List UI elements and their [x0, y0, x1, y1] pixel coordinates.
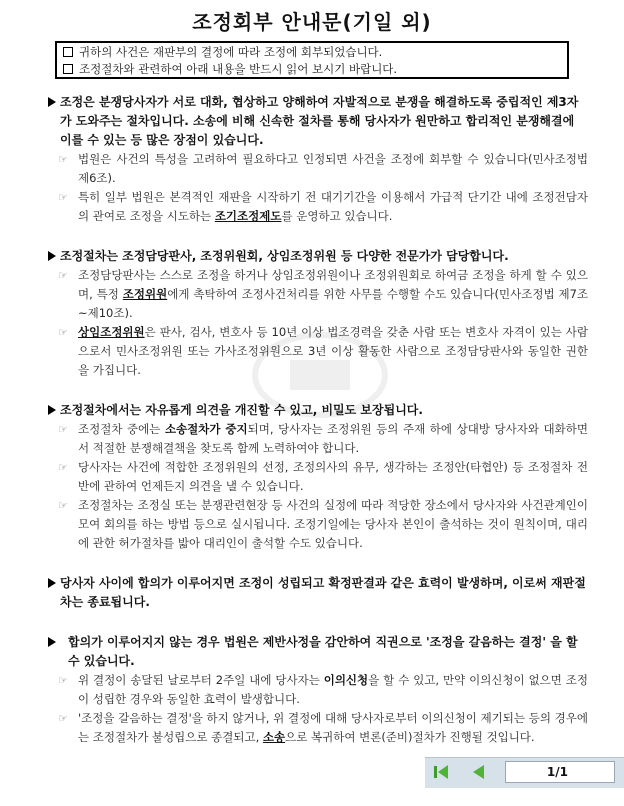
item-text: 를 운영하고 있습니다.	[281, 209, 393, 223]
section-settlement	[48, 574, 588, 612]
list-item	[48, 150, 588, 188]
item-text: 위 결정이 송달된 날로부터 2주일 내에 당사자는	[78, 673, 324, 687]
triangle-bullet-icon	[48, 251, 56, 261]
pointing-hand-icon: ☞	[58, 461, 68, 474]
section-heading	[48, 93, 588, 150]
list-item	[48, 709, 588, 747]
total-page-number: 1	[559, 765, 568, 779]
notice-text: 귀하의 사건은 재판부의 결정에 따라 조정에 회부되었습니다.	[79, 45, 383, 59]
document-body	[48, 93, 588, 768]
item-text: 에게 촉탁하여 조정사건처리를 위한 사무를 수행할 수도 있습니다(민사조정법 제7조~제10조).	[78, 287, 588, 320]
previous-page-button[interactable]	[469, 763, 489, 781]
list-item	[48, 671, 588, 709]
item-text: 을 할 수 있고, 만약 이의신청이 없으면 조정이 성립한 경우와 동일한 효력이 발생합니다.	[78, 673, 588, 706]
item-text: 되며, 당사자는 조정위원 등의 주재 하에 상대방 당사자와 대화하면서 적절한 분쟁해결책을 찾도록 함께 노력하여야 합니다.	[78, 422, 588, 455]
page-separator: /	[555, 765, 560, 779]
first-page-icon	[431, 763, 451, 781]
section-confidentiality	[48, 401, 588, 553]
notice-line	[63, 61, 561, 78]
pointing-hand-icon: ☞	[58, 153, 68, 166]
document-title: 조정회부 안내문(기일 외)	[192, 10, 432, 34]
pointing-hand-icon: ☞	[58, 499, 68, 512]
item-text: 조정절차는 조정실 또는 분쟁관련현장 등 사건의 실정에 따라 적당한 장소에서 당사자와 사건관계인이 모여 회의를 하는 방법 등으로 실시됩니다. 조정기일에는 당사자 본인이 출석하는 것이 원칙이며, 대리에 관한 허가절차를 밟아 대리인이 출석할 수도 있습니다.	[78, 498, 588, 550]
section-heading-text: 당사자 사이에 합의가 이루어지면 조정이 성립되고 확정판결과 같은 효력이 발생하며, 이로써 재판절차는 종료됩니다.	[60, 576, 586, 609]
item-text: 은 판사, 검사, 변호사 등 10년 이상 법조경력을 갖춘 사람 또는 변호사 자격이 있는 사람으로서 민사조정위원 또는 가사조정위원으로 3년 이상 활동한 사람으로 조정담당판사와 동일한 권한을 가집니다.	[78, 325, 588, 377]
list-item	[48, 323, 588, 380]
item-text: '조정을 갈음하는 결정'을 하지 않거나, 위 결정에 대해 당사자로부터 이의신청이 제기되는 등의 경우에는 조정절차가 불성립으로 종결되고,	[78, 711, 588, 744]
triangle-bullet-icon	[48, 637, 56, 647]
list-item	[48, 420, 588, 458]
item-text: 당사자는 사건에 적합한 조정위원의 선정, 조정의사의 유무, 생각하는 조정안(타협안) 등 조정절차 전반에 관하여 언제든지 의견을 낼 수 있습니다.	[78, 460, 588, 493]
section-heading-text: 조정은 분쟁당사자가 서로 대화, 협상하고 양해하여 자발적으로 분쟁을 해결하도록 중립적인 제3자가 도와주는 절차입니다. 소송에 비해 신속한 절차를 통해 당사자가 원만하고 합리적인 분쟁해결에 이를 수 있는 등 많은 장점이 있습니다.	[60, 95, 579, 147]
notice-line	[63, 44, 561, 61]
item-emphasis: 소송	[262, 730, 286, 744]
item-text: 법원은 사건의 특성을 고려하여 필요하다고 인정되면 사건을 조정에 회부할 수 있습니다(민사조정법 제6조).	[78, 152, 588, 185]
section-heading-text: 합의가 이루어지지 않는 경우 법원은 제반사정을 감안하여 직권으로 '조정을 갈음하는 결정' 을 할 수 있습니다.	[68, 635, 578, 668]
section-heading	[48, 247, 588, 266]
current-page-number: 1	[546, 765, 556, 779]
list-item	[48, 188, 588, 226]
section-heading	[48, 401, 588, 420]
pointing-hand-icon: ☞	[58, 191, 68, 204]
item-text: 으로 복귀하여 변론(준비)절차가 진행될 것입니다.	[285, 730, 535, 744]
item-emphasis: 소송절차가 중지	[164, 422, 248, 436]
pointing-hand-icon: ☞	[58, 674, 68, 687]
checkbox-bullet-icon	[63, 47, 73, 57]
item-text: 조정절차 중에는	[78, 422, 165, 436]
item-text: 특히 일부 법원은 본격적인 재판을 시작하기 전 대기기간을 이용해서 가급적 단기간 내에 조정전담자의 관여로 조정을 시도하는	[78, 190, 588, 223]
section-heading	[48, 574, 588, 612]
page-navigation-toolbar	[425, 757, 624, 788]
pointing-hand-icon: ☞	[58, 326, 68, 339]
pointing-hand-icon: ☞	[58, 269, 68, 282]
section-heading	[48, 633, 588, 671]
triangle-bullet-icon	[48, 578, 56, 588]
notice-text: 조정절차와 관련하여 아래 내용을 반드시 읽어 보시기 바랍니다.	[79, 62, 398, 76]
notice-box	[55, 41, 569, 79]
list-item	[48, 458, 588, 496]
section-heading-text: 조정절차에서는 자유롭게 의견을 개진할 수 있고, 비밀도 보장됩니다.	[60, 403, 423, 417]
item-text: 조정담당판사는 스스로 조정을 하거나 상임조정위원이나 조정위원회로 하여금 조정을 하게 할 수 있으며, 특정	[78, 268, 588, 301]
checkbox-bullet-icon	[63, 64, 73, 74]
pointing-hand-icon: ☞	[58, 712, 68, 725]
item-emphasis: 조정위원	[122, 287, 168, 301]
triangle-bullet-icon	[48, 405, 56, 415]
section-mediators	[48, 247, 588, 380]
item-emphasis: 조기조정제도	[214, 209, 282, 223]
list-item	[48, 266, 588, 323]
previous-page-icon	[469, 763, 489, 781]
triangle-bullet-icon	[48, 97, 56, 107]
page-indicator[interactable]	[505, 761, 615, 783]
item-emphasis: 상임조정위원	[78, 325, 145, 339]
section-substitute-decision	[48, 633, 588, 747]
pointing-hand-icon: ☞	[58, 423, 68, 436]
item-emphasis: 이의신청	[323, 673, 369, 687]
first-page-button[interactable]	[431, 763, 451, 781]
list-item	[48, 496, 588, 553]
section-mediation-overview	[48, 93, 588, 226]
section-heading-text: 조정절차는 조정담당판사, 조정위원회, 상임조정위원 등 다양한 전문가가 담당합니다.	[60, 249, 509, 263]
